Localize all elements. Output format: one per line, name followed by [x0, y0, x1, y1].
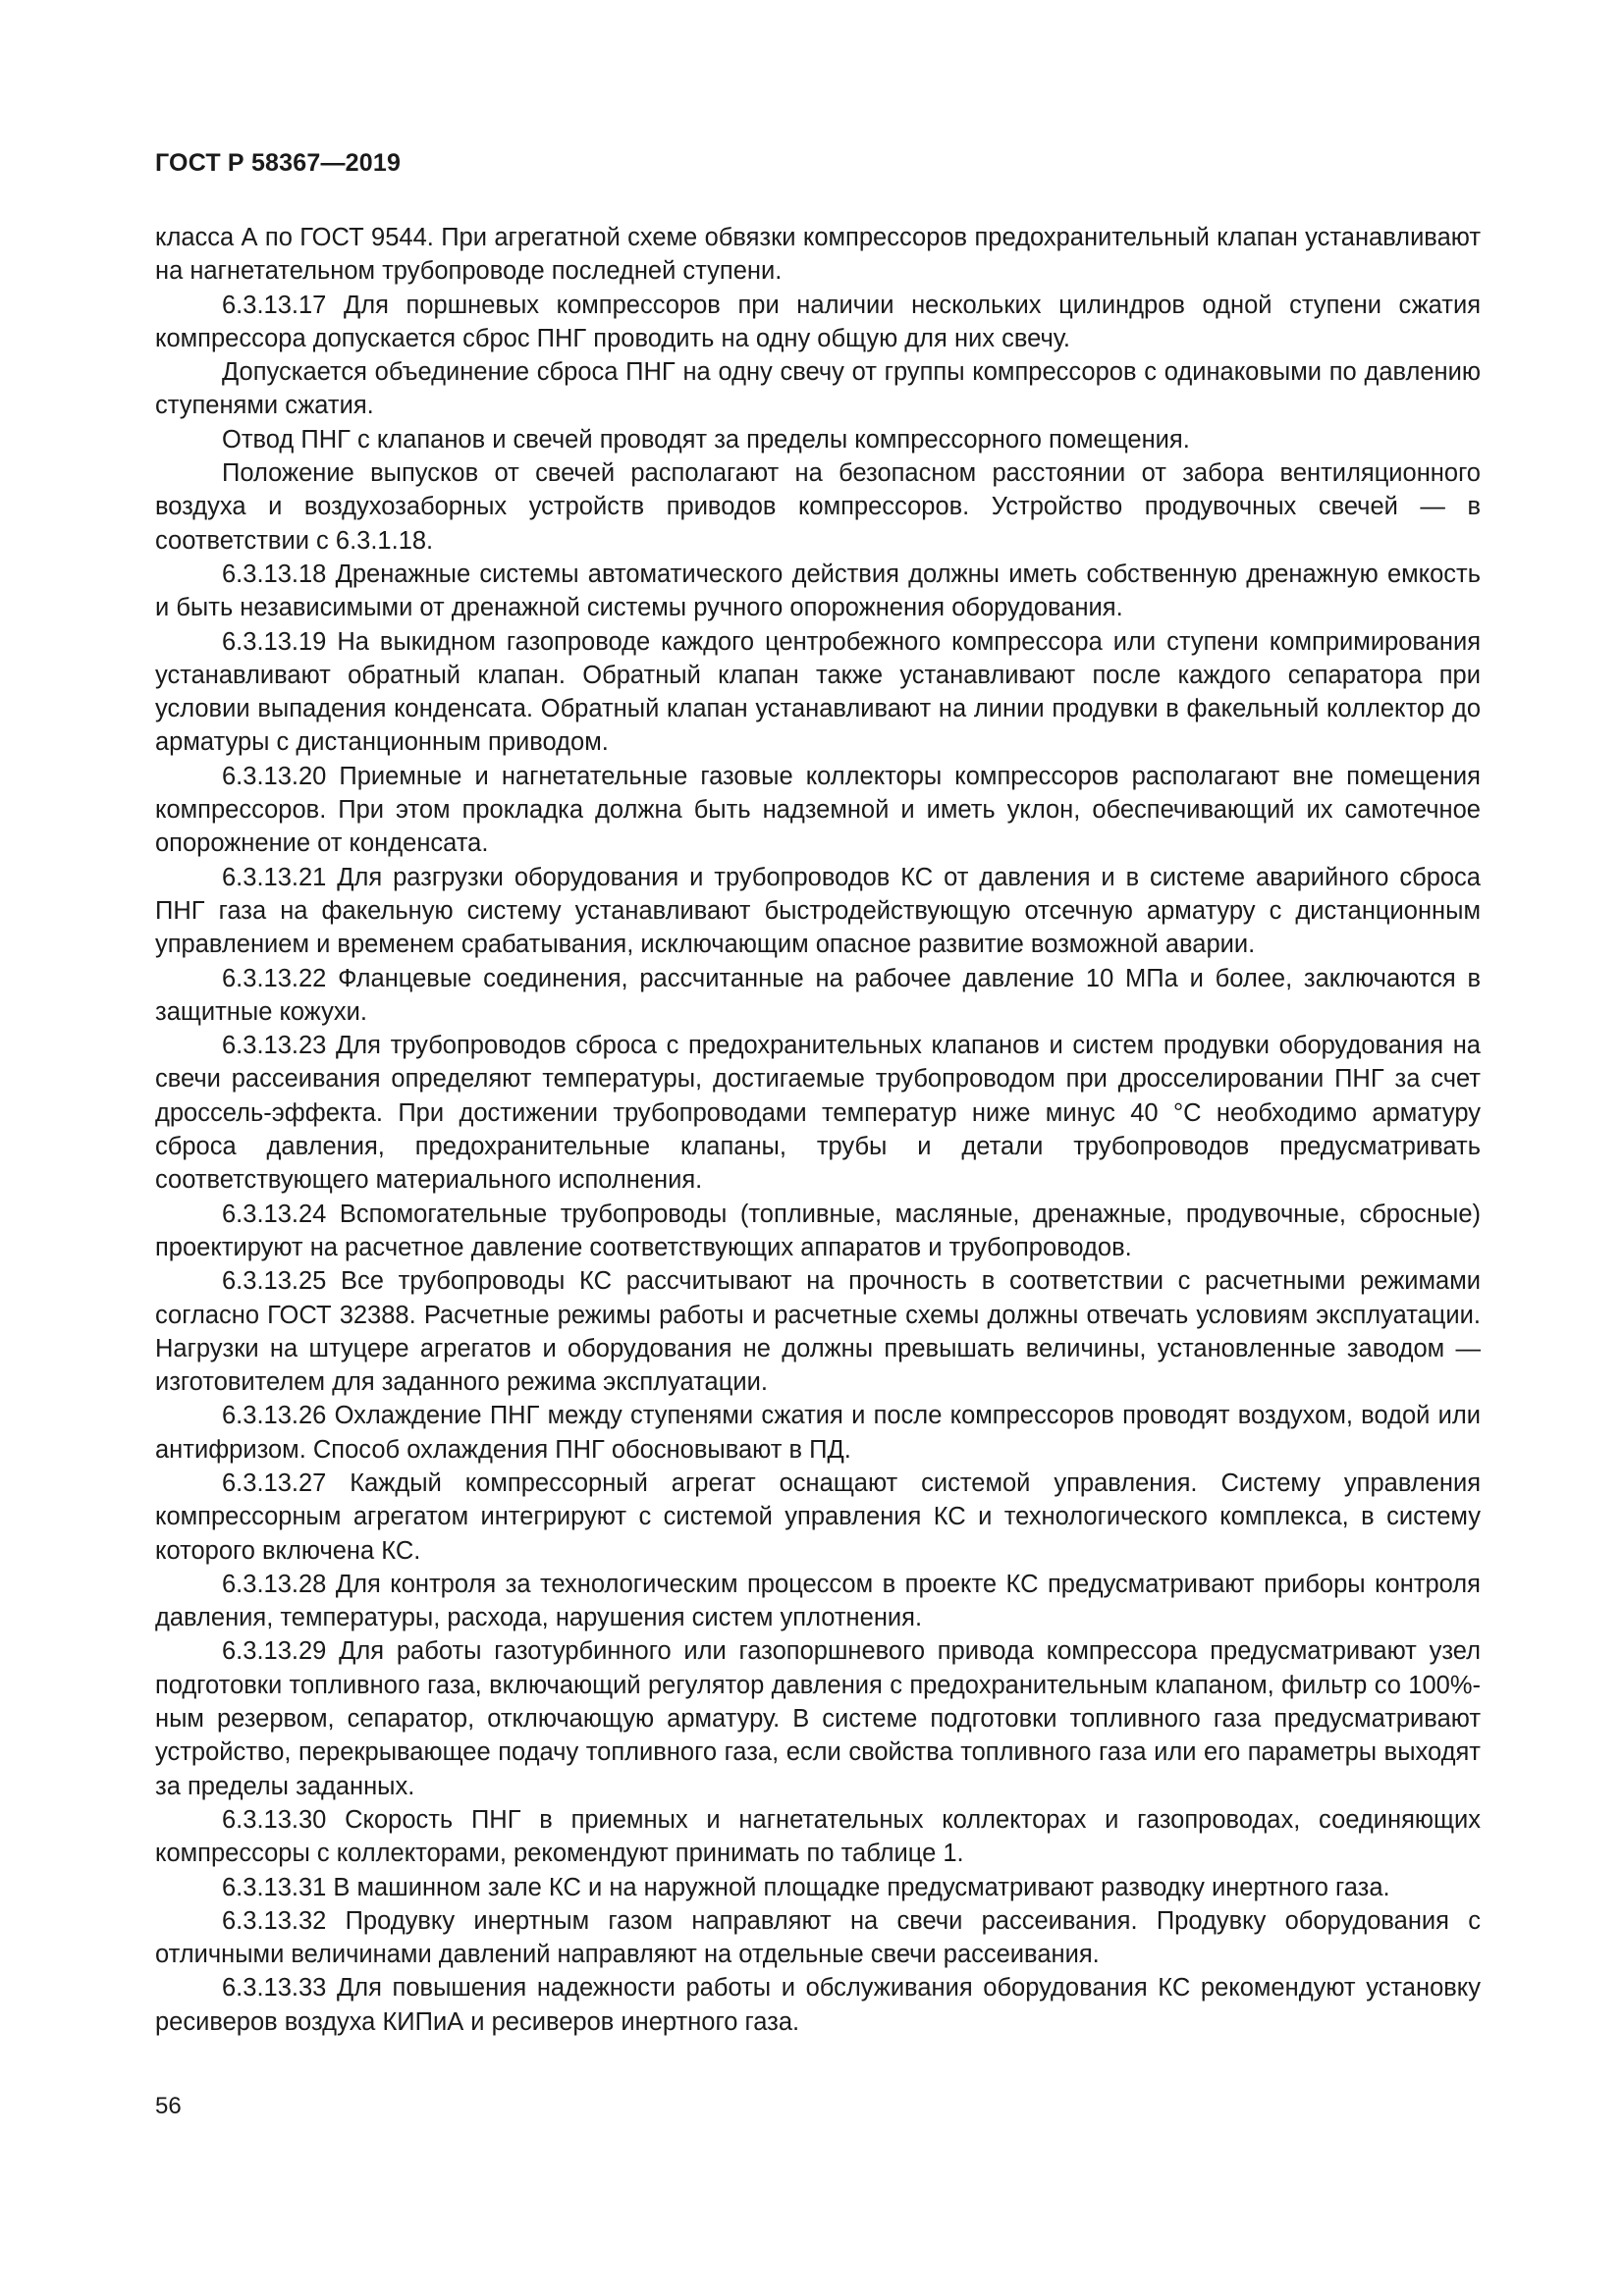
paragraph-6-3-13-22: 6.3.13.22 Фланцевые соединения, рассчитанные на рабочее давление 10 МПа и более, заключаются в защитные кожухи. — [155, 964, 1481, 1026]
paragraph-6-3-13-30: 6.3.13.30 Скорость ПНГ в приемных и нагнетательных коллекторах и газопроводах, соединяющих компрессоры с коллекторами, рекомендуют принимать по таблице 1. — [155, 1805, 1481, 1868]
page-number: 56 — [155, 2093, 182, 2119]
paragraph-6-3-13-31: 6.3.13.31 В машинном зале КС и на наружной площадке предусматривают разводку инертного газа. — [222, 1873, 1390, 1901]
paragraph-6-3-13-27: 6.3.13.27 Каждый компрессорный агрегат оснащают системой управления. Систему управления компрессорным агрегатом интегрируют с системой управления КС и технологического комплекса, в систему которого включена КС. — [155, 1468, 1481, 1565]
paragraph-6-3-13-17: 6.3.13.17 Для поршневых компрессоров при наличии нескольких цилиндров одной ступени сжатия компрессора допускается сброс ПНГ проводить на одну общую для них свечу. — [155, 291, 1481, 352]
paragraph-6-3-13-29: 6.3.13.29 Для работы газотурбинного или газопоршневого привода компрессора предусматривают узел подготовки топливного газа, включающий регулятор давления с предохранительным клапаном, фильтр со 100%-ным резервом, сепаратор, отключающую арматуру. В системе подготовки топливного газа предусматривают устройство, перекрывающее подачу топливного газа, если свойства топливного газа или его параметры выходят за пределы заданных. — [155, 1637, 1481, 1800]
paragraph-6-3-13-28: 6.3.13.28 Для контроля за технологическим процессом в проекте КС предусматривают приборы контроля давления, температуры, расхода, нарушения систем уплотнения. — [155, 1570, 1481, 1632]
document-body — [155, 221, 1481, 2039]
paragraph-6-3-13-19: 6.3.13.19 На выкидном газопроводе каждого центробежного компрессора или ступени компримирования устанавливают обратный клапан. Обратный клапан также устанавливают после каждого сепаратора при условии выпадения конденсата. Обратный клапан устанавливают на линии продувки в факельный коллектор до арматуры с дистанционным приводом. — [155, 627, 1481, 757]
paragraph-6-3-13-20: 6.3.13.20 Приемные и нагнетательные газовые коллекторы компрессоров располагают вне помещения компрессоров. При этом прокладка должна быть надземной и иметь уклон, обеспечивающий их самотечное опорожнение от конденсата. — [155, 762, 1481, 858]
paragraph-6-3-13-23: 6.3.13.23 Для трубопроводов сброса с предохранительных клапанов и систем продувки оборудования на свечи рассеивания определяют температуры, достигаемые трубопроводом при дросселировании ПНГ за счет дроссель-эффекта. При достижении трубопроводами температур ниже минус 40 °С необходимо арматуру сброса давления, предохранительные клапаны, трубы и детали трубопроводов предусматривать соответствующего материального исполнения. — [155, 1032, 1481, 1195]
paragraph-6-3-13-33: 6.3.13.33 Для повышения надежности работы и обслуживания оборудования КС рекомендуют установку ресиверов воздуха КИПиА и ресиверов инертного газа. — [155, 1974, 1481, 2036]
paragraph: Допускается объединение сброса ПНГ на одну свечу от группы компрессоров с одинаковыми по давлению ступенями сжатия. — [155, 358, 1481, 420]
paragraph-6-3-13-25: 6.3.13.25 Все трубопроводы КС рассчитывают на прочность в соответствии с расчетными режимами согласно ГОСТ 32388. Расчетные режимы работы и расчетные схемы должны отвечать условиям эксплуатации. Нагрузки на штуцере агрегатов и оборудования не должны превышать величины, установленные заводом — изготовителем для заданного режима эксплуатации. — [155, 1267, 1481, 1397]
paragraph-continuation: класса А по ГОСТ 9544. При агрегатной схеме обвязки компрессоров предохранительный клапан устанавливают на нагнетательном трубопроводе последней ступени. — [155, 224, 1481, 286]
paragraph-6-3-13-18: 6.3.13.18 Дренажные системы автоматического действия должны иметь собственную дренажную емкость и быть независимыми от дренажной системы ручного опорожнения оборудования. — [155, 560, 1481, 622]
paragraph-6-3-13-26: 6.3.13.26 Охлаждение ПНГ между ступенями сжатия и после компрессоров проводят воздухом, водой или антифризом. Способ охлаждения ПНГ обосновывают в ПД. — [155, 1402, 1481, 1464]
paragraph-6-3-13-32: 6.3.13.32 Продувку инертным газом направляют на свечи рассеивания. Продувку оборудования с отличными величинами давлений направляют на отдельные свечи рассеивания. — [155, 1906, 1481, 1969]
document-header: ГОСТ Р 58367—2019 — [155, 149, 402, 177]
paragraph: Положение выпусков от свечей располагают на безопасном расстоянии от забора вентиляционного воздуха и воздухозаборных устройств приводов компрессоров. Устройство продувочных свечей — в соответствии с 6.3.1.18. — [155, 459, 1481, 555]
paragraph-6-3-13-21: 6.3.13.21 Для разгрузки оборудования и трубопроводов КС от давления и в системе аварийного сброса ПНГ газа на факельную систему устанавливают быстродействующую отсечную арматуру с дистанционным управлением и временем срабатывания, исключающим опасное развитие возможной аварии. — [155, 863, 1481, 959]
paragraph-6-3-13-24: 6.3.13.24 Вспомогательные трубопроводы (топливные, масляные, дренажные, продувочные, сбросные) проектируют на расчетное давление соответствующих аппаратов и трубопроводов. — [155, 1200, 1481, 1261]
paragraph: Отвод ПНГ с клапанов и свечей проводят за пределы компрессорного помещения. — [222, 425, 1190, 454]
